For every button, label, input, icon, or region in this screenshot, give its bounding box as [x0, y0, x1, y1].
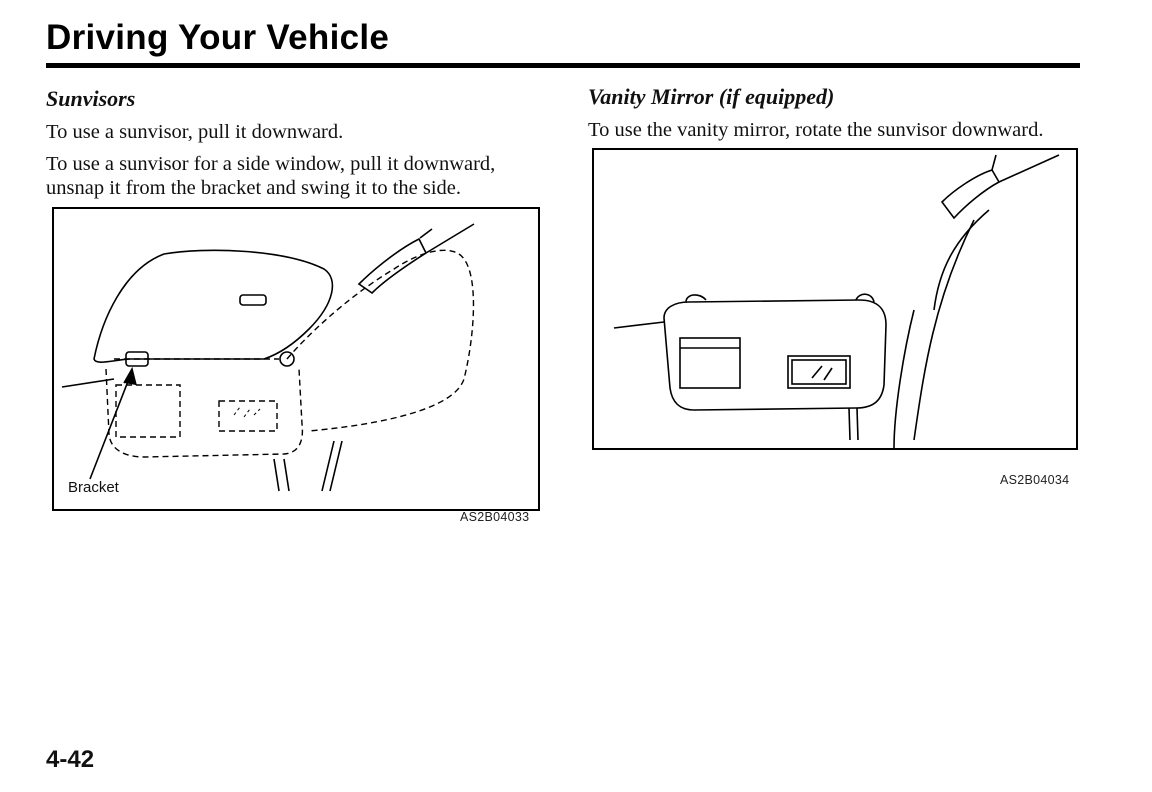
figure-code-right: AS2B04034: [1000, 473, 1070, 487]
vanity-mirror-paragraph: To use the vanity mirror, rotate the sunvisor downward.: [588, 119, 1044, 141]
sunvisors-section: [46, 86, 546, 208]
sunvisors-heading: Sunvisors: [46, 86, 136, 111]
vanity-mirror-illustration: [592, 148, 1078, 450]
vanity-mirror-section: [588, 84, 1088, 150]
sunvisor-paragraph-2: To use a sunvisor for a side window, pull it downward, unsnap it from the bracket and swing it to the side.: [46, 153, 496, 199]
page-number: 4-42: [46, 746, 95, 773]
title-rule: [46, 63, 1080, 68]
sunvisor-illustration: [52, 207, 540, 511]
vanity-mirror-drawing: [594, 150, 1076, 448]
vanity-mirror-heading: Vanity Mirror (if equipped): [588, 84, 835, 109]
sunvisor-paragraph-1: To use a sunvisor, pull it downward.: [46, 121, 344, 143]
figure-code-left: AS2B04033: [460, 510, 530, 524]
page-title: Driving Your Vehicle: [46, 18, 390, 57]
bracket-label: Bracket: [68, 479, 119, 496]
sunvisor-drawing: [54, 209, 538, 509]
